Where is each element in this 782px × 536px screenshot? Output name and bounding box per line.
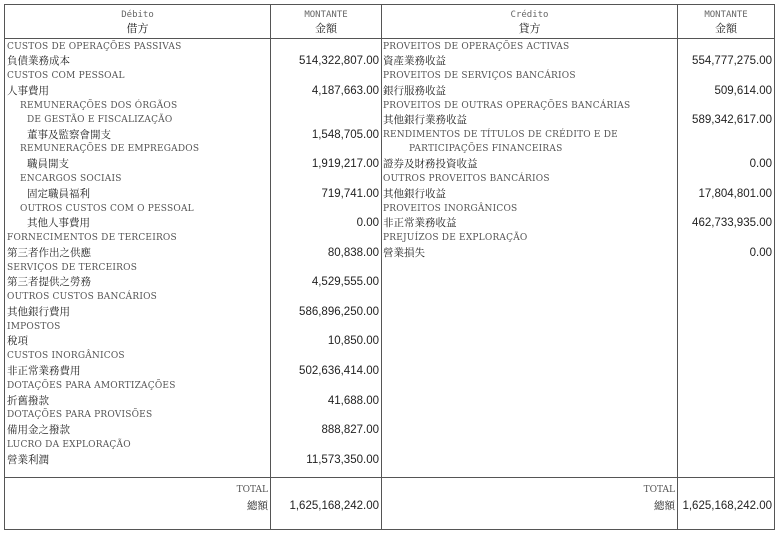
- debit-line: 第三者提供之勞務: [7, 276, 91, 288]
- debit-amount: 80,838.00: [327, 247, 379, 259]
- credit-amount-header: [678, 8, 774, 36]
- total-divider: [5, 477, 774, 478]
- credit-line: 其他銀行收益: [383, 188, 446, 200]
- credit-amount: 509,614.00: [714, 85, 772, 97]
- credit-line: 營業損失: [383, 247, 425, 259]
- credit-line: 資產業務收益: [383, 55, 446, 67]
- column-divider: [381, 5, 382, 529]
- amount-header-pt: MONTANTE: [304, 10, 348, 20]
- credit-line: PARTICIPAÇÕES FINANCEIRAS: [409, 144, 563, 154]
- credit-line: PROVEITOS DE OUTRAS OPERAÇÕES BANCÁRIAS: [383, 101, 631, 111]
- debit-line: DOTAÇÕES PARA AMORTIZAÇÕES: [7, 381, 176, 391]
- credit-amount: 0.00: [749, 247, 772, 259]
- debit-line: 其他人事費用: [27, 217, 90, 229]
- credit-amount: 589,342,617.00: [692, 114, 772, 126]
- debit-line: 稅項: [7, 335, 28, 347]
- amount2-header-pt: MONTANTE: [704, 10, 748, 20]
- debit-line: REMUNERAÇÕES DOS ÓRGÃOS: [20, 101, 178, 111]
- credit-header-pt: Crédito: [510, 10, 549, 20]
- debit-line: OUTROS CUSTOS BANCÁRIOS: [7, 292, 158, 302]
- credit-line: RENDIMENTOS DE TÍTULOS DE CRÉDITO E DE: [383, 130, 618, 140]
- debit-line: LUCRO DA EXPLORAÇÃO: [7, 440, 131, 450]
- debit-amount: 514,322,807.00: [299, 55, 379, 67]
- credit-line: 其他銀行業務收益: [383, 114, 467, 126]
- debit-amount: 0.00: [356, 217, 379, 229]
- debit-amount: 586,896,250.00: [299, 306, 379, 318]
- debit-line: 第三者作出之供應: [7, 247, 91, 259]
- debit-amount: 888,827.00: [321, 424, 379, 436]
- debit-line: IMPOSTOS: [7, 322, 61, 332]
- credit-total-label-pt: TOTAL: [643, 485, 675, 495]
- credit-line: 銀行服務收益: [383, 85, 446, 97]
- credit-line: PROVEITOS DE SERVIÇOS BANCÁRIOS: [383, 71, 576, 81]
- debit-line: DOTAÇÕES PARA PROVISÕES: [7, 410, 153, 420]
- debit-line: 備用金之撥款: [7, 424, 70, 436]
- header-divider: [5, 38, 774, 39]
- debit-amount: 4,187,663.00: [311, 85, 379, 97]
- debit-line: FORNECIMENTOS DE TERCEIROS: [7, 233, 177, 243]
- credit-line: PREJUÍZOS DE EXPLORAÇÃO: [383, 233, 528, 243]
- debit-total-label-zh: 總額: [247, 500, 268, 512]
- debit-line: 人事費用: [7, 85, 49, 97]
- credit-amount: 462,733,935.00: [692, 217, 772, 229]
- debit-line: CUSTOS INORGÂNICOS: [7, 351, 125, 361]
- account-statement-table: [4, 4, 775, 530]
- debit-header-pt: Débito: [121, 10, 154, 20]
- debit-amount: 1,548,705.00: [311, 129, 379, 141]
- debit-amount: 1,919,217.00: [311, 158, 379, 170]
- debit-total-label-pt: TOTAL: [236, 485, 268, 495]
- debit-header: [5, 8, 270, 36]
- debit-line: ENCARGOS SOCIAIS: [20, 174, 122, 184]
- debit-line: 其他銀行費用: [7, 306, 70, 318]
- debit-line: CUSTOS COM PESSOAL: [7, 71, 125, 81]
- debit-amount: 11,573,350.00: [306, 454, 379, 466]
- credit-amount: 17,804,801.00: [698, 188, 772, 200]
- credit-line: 證券及財務投資收益: [383, 158, 478, 170]
- debit-line: CUSTOS DE OPERAÇÕES PASSIVAS: [7, 42, 182, 52]
- debit-line: 固定職員福利: [27, 188, 90, 200]
- debit-line: REMUNERAÇÕES DE EMPREGADOS: [20, 144, 200, 154]
- debit-line: 折舊撥款: [7, 395, 49, 407]
- credit-header-zh: 貸方: [518, 22, 541, 35]
- debit-line: DE GESTÃO E FISCALIZAÇÃO: [27, 115, 173, 125]
- credit-total-label-zh: 總額: [654, 500, 675, 512]
- debit-line: 負債業務成本: [7, 55, 70, 67]
- debit-line: 董事及監察會開支: [27, 129, 111, 141]
- debit-amount: 41,688.00: [327, 395, 379, 407]
- credit-amount: 554,777,275.00: [692, 55, 772, 67]
- debit-line: 職員開支: [27, 158, 69, 170]
- credit-line: 非正常業務收益: [383, 217, 457, 229]
- amount-header-zh: 金額: [315, 22, 337, 35]
- debit-line: SERVIÇOS DE TERCEIROS: [7, 263, 138, 273]
- credit-line: PROVEITOS INORGÂNICOS: [383, 204, 518, 214]
- credit-amount: 0.00: [749, 158, 772, 170]
- credit-header: [382, 8, 677, 36]
- debit-total: 1,625,168,242.00: [289, 500, 379, 512]
- amount2-header-zh: 金額: [715, 22, 737, 35]
- credit-total: 1,625,168,242.00: [682, 500, 772, 512]
- debit-amount: 502,636,414.00: [299, 365, 379, 377]
- debit-amount: 10,850.00: [327, 335, 379, 347]
- credit-line: OUTROS PROVEITOS BANCÁRIOS: [383, 174, 550, 184]
- debit-amount-header: [271, 8, 381, 36]
- debit-header-zh: 借方: [126, 22, 149, 35]
- debit-line: 營業利潤: [7, 454, 49, 466]
- debit-line: OUTROS CUSTOS COM O PESSOAL: [20, 204, 194, 214]
- debit-amount: 719,741.00: [321, 188, 379, 200]
- debit-amount: 4,529,555.00: [311, 276, 379, 288]
- credit-line: PROVEITOS DE OPERAÇÕES ACTIVAS: [383, 42, 570, 52]
- debit-line: 非正常業務費用: [7, 365, 81, 377]
